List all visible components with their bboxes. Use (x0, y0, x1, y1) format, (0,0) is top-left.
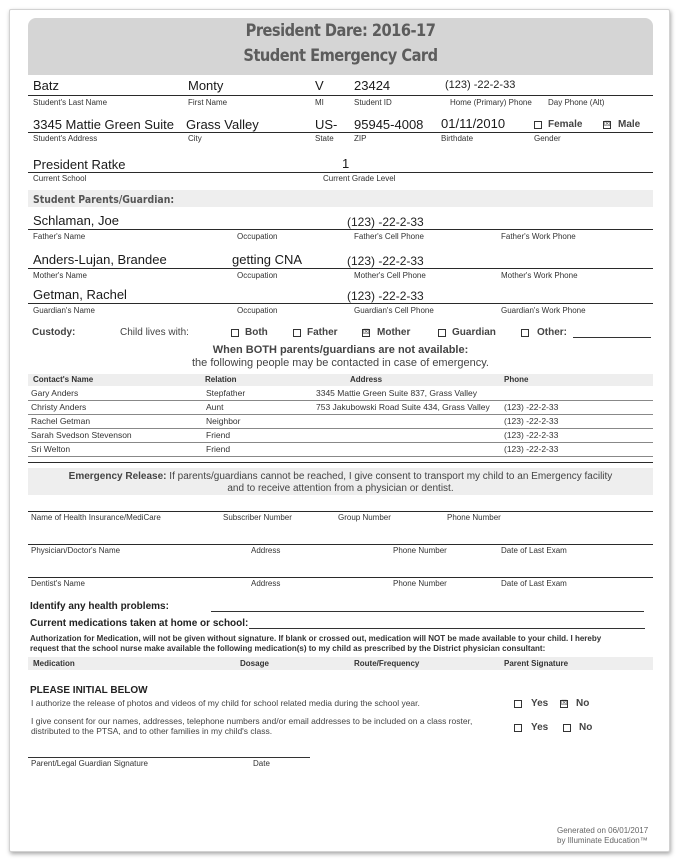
contacts-col-phone: Phone (504, 375, 529, 384)
media-no-label: No (576, 698, 590, 709)
med-col-route: Route/Frequency (354, 659, 420, 668)
label-subscriber: Subscriber Number (223, 513, 292, 522)
contact-relation: Aunt (206, 402, 224, 412)
contact-relation: Friend (206, 430, 231, 440)
contact-address: 3345 Mattie Green Suite 837, Grass Valley (316, 388, 477, 398)
label-guardian-occupation: Occupation (237, 306, 278, 315)
contact-name: Gary Anders (31, 388, 79, 398)
table-row-divider (28, 456, 653, 457)
card-header (28, 18, 653, 75)
emergency-release-box (28, 468, 653, 495)
table-row-divider (28, 400, 653, 401)
custody-guardian-label: Guardian (452, 327, 496, 338)
health-problems-label: Identify any health problems: (30, 601, 169, 612)
father-cell: (123) -22-2-33 (347, 215, 424, 229)
female-checkbox[interactable] (534, 121, 542, 129)
label-dentist: Dentist's Name (31, 579, 85, 588)
parents-section-title: Student Parents/Guardian: (33, 193, 175, 206)
custody-father-label: Father (307, 327, 338, 338)
insurance-line (28, 511, 653, 512)
custody-both-checkbox[interactable] (231, 329, 239, 337)
custody-both-label: Both (245, 327, 268, 338)
release-text-2: and to receive attention from a physician or dentist. (227, 483, 454, 494)
parents-section-header (28, 190, 653, 207)
contact-address: 753 Jakubowski Road Suite 434, Grass Valley (316, 402, 490, 412)
current-school: President Ratke (33, 157, 126, 172)
contact-relation: Friend (206, 444, 231, 454)
guardian-name: Getman, Rachel (33, 287, 127, 302)
label-physician-exam: Date of Last Exam (501, 546, 567, 555)
contact-name: Christy Anders (31, 402, 87, 412)
contact-relation: Stepfather (206, 388, 246, 398)
custody-mother-label: Mother (377, 327, 411, 338)
release-line-1 (28, 471, 653, 482)
label-mother-cell: Mother's Cell Phone (354, 271, 426, 280)
contact-name: Sri Welton (31, 444, 71, 454)
contact-phone: (123) -22-2-33 (504, 430, 559, 440)
label-father-cell: Father's Cell Phone (354, 232, 425, 241)
med-col-signature: Parent Signature (504, 659, 569, 668)
label-mother-occupation: Occupation (237, 271, 278, 280)
home-phone: (123) -22-2-33 (445, 79, 516, 91)
divider (28, 229, 653, 230)
female-label: Female (548, 119, 583, 130)
label-gender: Gender (534, 134, 561, 143)
student-address: 3345 Mattie Green Suite (33, 117, 174, 132)
label-city: City (188, 134, 202, 143)
label-last-name: Student's Last Name (33, 98, 108, 107)
label-dentist-address: Address (251, 579, 281, 588)
student-city: Grass Valley (186, 117, 259, 132)
media-no-checkbox[interactable]: ☒ (561, 700, 568, 707)
label-current-school: Current School (33, 174, 87, 183)
label-zip: ZIP (354, 134, 367, 143)
custody-other-label: Other: (537, 327, 567, 338)
medication-authorization: Authorization for Medication, will not be given without signature. If blank or crossed out, medication will NOT be made available to your child. I hereby request that the school nurse make available the following medication(s) to my child as prescribed by the District physician consultant: (30, 634, 602, 653)
custody-other-line (573, 337, 651, 338)
student-state: US- (315, 117, 338, 132)
label-state: State (315, 134, 334, 143)
physician-line (28, 544, 653, 545)
current-meds-label: Current medications taken at home or school: (30, 618, 249, 629)
initials-heading: PLEASE INITIAL BELOW (30, 685, 148, 696)
label-father-name: Father's Name (33, 232, 86, 241)
signature-line[interactable] (28, 757, 310, 758)
media-consent-text: I authorize the release of photos and videos of my child for school related media during the school year. (31, 698, 420, 708)
roster-no-label: No (579, 722, 593, 733)
student-id: 23424 (354, 78, 391, 93)
label-insurance: Name of Health Insurance/MediCare (31, 513, 161, 522)
table-row-divider (28, 428, 653, 429)
contact-name: Rachel Getman (31, 416, 91, 426)
custody-mother-checkbox[interactable]: ☒ (363, 329, 370, 336)
contacts-col-relation: Relation (205, 375, 237, 384)
label-physician-phone: Phone Number (393, 546, 447, 555)
custody-label: Custody: (32, 327, 76, 338)
roster-consent-text-2: distributed to the PTSA, and to other families in my child's class. (31, 726, 273, 736)
media-yes-label: Yes (531, 698, 549, 709)
divider (28, 132, 653, 133)
roster-yes-checkbox[interactable] (514, 724, 522, 732)
media-yes-checkbox[interactable] (514, 700, 522, 708)
contact-phone: (123) -22-2-33 (504, 402, 559, 412)
student-last-name: Batz (33, 78, 60, 93)
divider (28, 268, 653, 269)
label-mother-work: Mother's Work Phone (501, 271, 578, 280)
label-guardian-work: Guardian's Work Phone (501, 306, 586, 315)
label-dentist-phone: Phone Number (393, 579, 447, 588)
contact-phone: (123) -22-2-33 (504, 444, 559, 454)
contacts-subheading: the following people may be contacted in case of emergency. (192, 357, 489, 369)
label-grade: Current Grade Level (323, 174, 396, 183)
divider (28, 303, 653, 304)
label-mi: MI (315, 98, 324, 107)
school-year-title: President Dare: 2016-17 (245, 21, 436, 41)
custody-guardian-checkbox[interactable] (438, 329, 446, 337)
release-bold: Emergency Release: (68, 471, 167, 482)
student-middle-initial: V (315, 78, 324, 93)
student-zip: 95945-4008 (354, 117, 424, 132)
health-problems-line[interactable] (211, 611, 644, 612)
label-guardian-name: Guardian's Name (33, 306, 95, 315)
male-checkbox[interactable]: ☒ (604, 121, 611, 128)
student-first-name: Monty (188, 78, 224, 93)
release-text-1: If parents/guardians cannot be reached, I give consent to transport my child to an Emergency facility (166, 471, 613, 482)
med-col-dosage: Dosage (240, 659, 269, 668)
divider (28, 95, 653, 96)
label-signature-date: Date (253, 759, 270, 768)
contact-name: Sarah Svedson Stevenson (31, 430, 132, 440)
label-address: Student's Address (33, 134, 98, 143)
label-father-work: Father's Work Phone (501, 232, 576, 241)
label-physician: Physician/Doctor's Name (31, 546, 121, 555)
mother-cell: (123) -22-2-33 (347, 254, 424, 268)
label-first-name: First Name (188, 98, 228, 107)
divider (28, 462, 653, 463)
label-parent-signature: Parent/Legal Guardian Signature (31, 759, 148, 768)
custody-other-checkbox[interactable] (521, 329, 529, 337)
contacts-table-header (28, 374, 653, 386)
contacts-heading: When BOTH parents/guardians are not available: (212, 344, 469, 356)
label-group: Group Number (338, 513, 391, 522)
grade-level: 1 (342, 156, 350, 171)
label-insurance-phone: Phone Number (447, 513, 501, 522)
roster-yes-label: Yes (531, 722, 549, 733)
table-row-divider (28, 442, 653, 443)
label-birthdate: Birthdate (441, 134, 474, 143)
father-name: Schlaman, Joe (33, 213, 119, 228)
card-title: Student Emergency Card (243, 46, 438, 66)
custody-father-checkbox[interactable] (293, 329, 301, 337)
table-row-divider (28, 414, 653, 415)
label-dentist-exam: Date of Last Exam (501, 579, 567, 588)
guardian-cell: (123) -22-2-33 (347, 289, 424, 303)
label-physician-address: Address (251, 546, 281, 555)
label-student-id: Student ID (354, 98, 392, 107)
male-label: Male (618, 119, 641, 130)
label-guardian-cell: Guardian's Cell Phone (354, 306, 434, 315)
label-day-phone: Day Phone (Alt) (548, 98, 605, 107)
dentist-line (28, 577, 653, 578)
lives-with-label: Child lives with: (120, 327, 189, 338)
med-col-medication: Medication (33, 659, 75, 668)
contacts-col-address: Address (350, 375, 383, 384)
mother-name: Anders-Lujan, Brandee (33, 252, 167, 267)
label-mother-name: Mother's Name (33, 271, 87, 280)
label-father-occupation: Occupation (237, 232, 278, 241)
current-meds-line[interactable] (249, 628, 645, 629)
roster-no-checkbox[interactable] (563, 724, 571, 732)
generated-date: Generated on 06/01/2017 (557, 826, 649, 835)
roster-consent-text-1: I give consent for our names, addresses, telephone numbers and/or email addresses to be included on a class roster, (31, 716, 473, 726)
contacts-col-name: Contact's Name (33, 375, 94, 384)
generated-by: by Illuminate Education™ (557, 836, 648, 845)
contact-phone: (123) -22-2-33 (504, 416, 559, 426)
mother-occupation: getting CNA (232, 252, 303, 267)
label-home-phone: Home (Primary) Phone (450, 98, 532, 107)
student-birthdate: 01/11/2010 (441, 116, 506, 131)
divider (28, 172, 653, 173)
contact-relation: Neighbor (206, 416, 241, 426)
